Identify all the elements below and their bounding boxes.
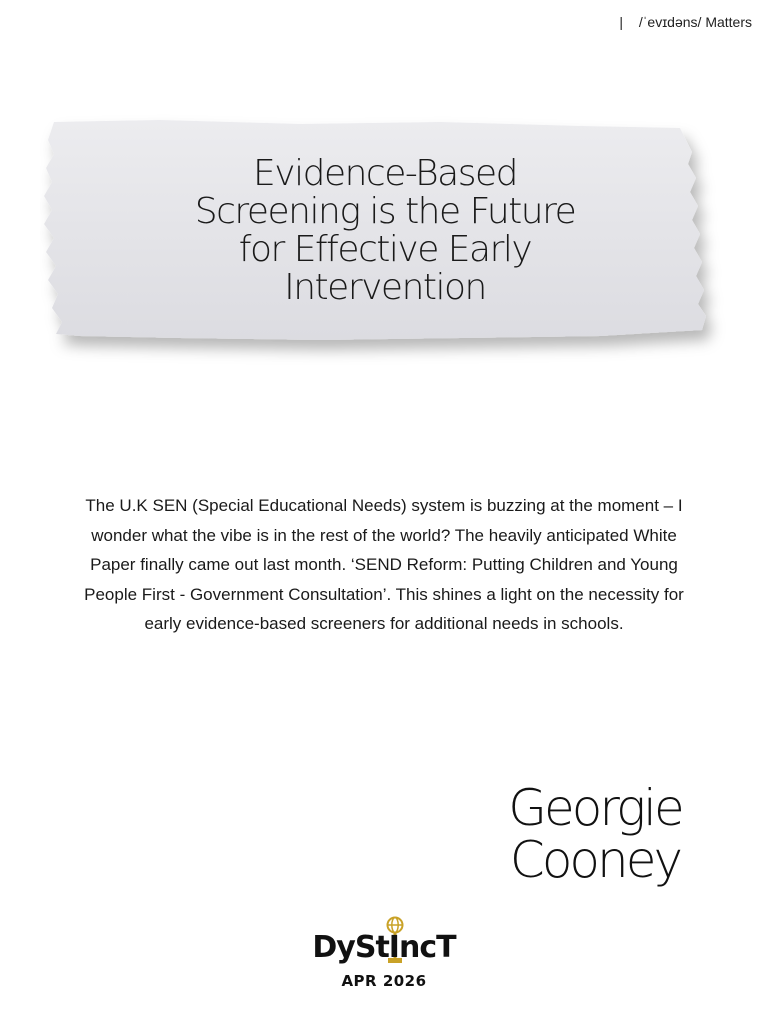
- logo-wordmark: DyStIncT: [312, 930, 456, 965]
- author-first-name: Georgie: [508, 779, 682, 837]
- title-line: Evidence-Based: [253, 153, 517, 194]
- title-line: Screening is the Future: [194, 191, 576, 232]
- page-header: [619, 14, 752, 30]
- header-text: /ˈevɪdəns/ Matters: [638, 14, 752, 30]
- header-separator: |: [619, 14, 623, 30]
- article-intro: The U.K SEN (Special Educational Needs) system is buzzing at the moment – I wonder what the vibe is in the rest of the world? The heavily anticipated White Paper finally came out last month. ‘SEND Reform: Putting Children and Young People First - Government Consultation’. This shines a light on the necessity for early evidence-based screeners for additional needs in schools.: [84, 496, 684, 633]
- dystinct-logo: [296, 916, 472, 996]
- issue-date: APR 2026: [341, 972, 427, 990]
- article-title: [110, 155, 660, 307]
- author-name: [470, 779, 720, 889]
- title-line: Intervention: [284, 267, 486, 308]
- title-line: for Effective Early: [238, 229, 532, 270]
- author-last-name: Cooney: [509, 831, 681, 889]
